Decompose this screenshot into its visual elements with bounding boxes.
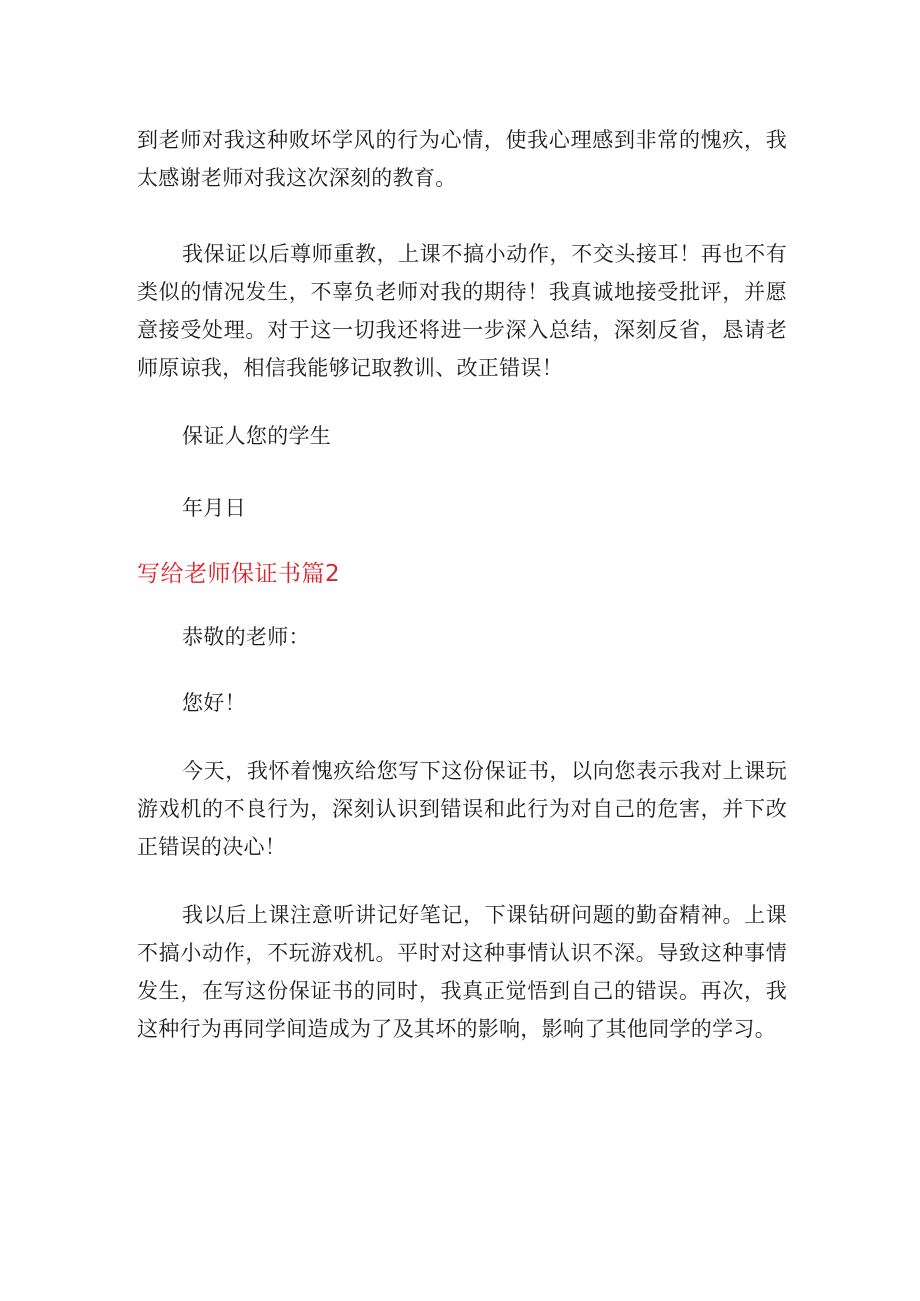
document-body: [137, 121, 787, 1048]
paragraph-confession: 今天，我怀着愧疚给您写下这份保证书，以向您表示我对上课玩游戏机的不良行为，深刻认识到错误和此行为对自己的危害，并下改正错误的决心！: [137, 759, 787, 859]
paragraph-apology-continued: 到老师对我这种败坏学风的行为心情，使我心理感到非常的愧疚，我太感谢老师对我这次深刻的教育。: [137, 128, 787, 190]
date-line: 年月日: [182, 496, 246, 520]
paragraph-promise: 我保证以后尊师重教，上课不搞小动作，不交头接耳！再也不有类似的情况发生，不辜负老师对我的期待！我真诚地接受批评，并愿意接受处理。对于这一切我还将进一步深入总结，深刻反省，恳请老师原谅我，相信我能够记取教训、改正错误！: [137, 242, 787, 380]
paragraph-commitment: 我以后上课注意听讲记好笔记，下课钻研问题的勤奋精神。上课不搞小动作，不玩游戏机。平时对这种事情认识不深。导致这种事情发生，在写这份保证书的同时，我真正觉悟到自己的错误。再次，我这种行为再同学间造成为了及其坏的影响，影响了其他同学的学习。: [137, 903, 787, 1041]
signature-line: 保证人您的学生: [182, 424, 332, 448]
section-heading: 写给老师保证书篇2: [137, 561, 341, 587]
salutation-line: 恭敬的老师：: [182, 625, 310, 649]
greeting-line: 您好！: [182, 691, 246, 715]
